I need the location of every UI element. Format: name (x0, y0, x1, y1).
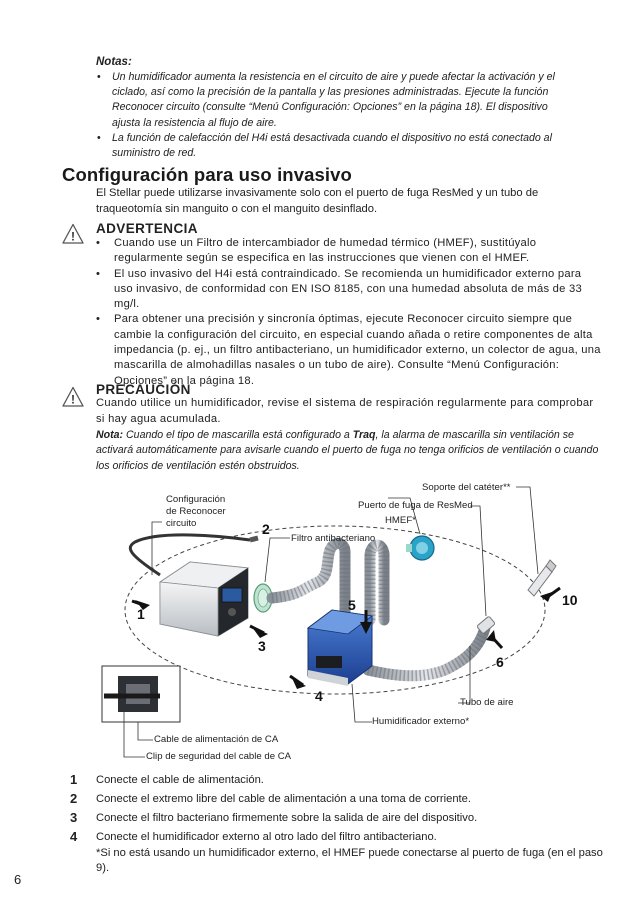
section-title: Configuración para uso invasivo (62, 164, 352, 185)
label-soporte-cateter: Soporte del catéter** (422, 482, 511, 493)
step-text-main: Conecte el humidificador externo al otro lado del filtro antibacteriano. (96, 831, 437, 843)
svg-text:!: ! (71, 229, 75, 244)
step-number: 3 (70, 810, 78, 825)
warning-item: • Cuando use un Filtro de intercambiador de humedad térmico (HMEF), sustitúyalo regularmente según se especifica en las instrucciones que vienen con el HMEF. (96, 236, 601, 267)
caution-note (96, 428, 601, 474)
label-clip-seguridad: Clip de seguridad del cable de CA (146, 751, 292, 762)
label-tubo-aire: Tubo de aire (460, 697, 514, 708)
external-humidifier (308, 610, 372, 686)
step-footnote: *Si no está usando un humidificador externo, el HMEF puede conectarse al puerto de fuga (en el paso 9). (96, 846, 603, 874)
notes-list (96, 70, 576, 161)
caution-note-label: Nota: (96, 429, 124, 441)
label-hmef: HMEF* (385, 515, 416, 526)
setup-diagram (0, 470, 638, 770)
page-number: 6 (14, 872, 22, 887)
catheter-mount (528, 560, 556, 596)
diagram-number-3: 3 (258, 638, 266, 654)
caution-note-pre: Cuando el tipo de mascarilla está configurado a (123, 429, 353, 441)
step-number: 4 (70, 829, 78, 844)
warning-icon (62, 223, 84, 245)
label-puerto-fuga: Puerto de fuga de ResMed (358, 500, 473, 511)
step-number: 2 (70, 791, 78, 806)
caution-note-post: , la alarma de mascarilla sin ventilación se activará automáticamente para avisarle cuando el puerto de fuga no tenga orificios de ventilación o cuando los orificios de ventilación estén obstruidos. (96, 429, 599, 472)
label-reconocer-circuito: Configuración de Reconocer circuito (166, 494, 226, 529)
warning-item: • Para obtener una precisión y sincronía óptimas, ejecute Reconocer circuito siempre que cambie la configuración del circuito, en especial cuando añada o retire componentes de alta impedancia (p. ej., un filtro antibacteriano, un humidificador externo, un colector de agua, una mascarilla de almohadillas nasales o un tubo de aire). Consulte “Menú Configuración: Opciones” en la página 18. (96, 312, 601, 388)
stellar-device (160, 562, 248, 636)
svg-text:!: ! (71, 392, 75, 407)
step-text: Conecte el filtro bacteriano firmemente sobre la salida de aire del dispositivo. (96, 812, 478, 824)
power-plug (250, 538, 258, 540)
hmef (406, 536, 434, 560)
step-text (96, 830, 606, 877)
label-cable-alimentacion: Cable de alimentación de CA (154, 734, 279, 745)
diagram-number-10: 10 (562, 592, 578, 608)
caution-text: Cuando utilice un humidificador, revise el sistema de respiración regularmente para comprobar si hay agua acumulada. (96, 397, 594, 425)
warning-title: ADVERTENCIA (96, 221, 198, 236)
diagram-number-4: 4 (315, 688, 323, 704)
caution-icon (62, 386, 84, 408)
label-humidificador-externo: Humidificador externo* (372, 716, 470, 727)
step-text: Conecte el cable de alimentación. (96, 774, 264, 786)
caution-title: PRECAUCIÓN (96, 382, 191, 397)
diagram-number-5: 5 (348, 597, 356, 613)
step-number: 1 (70, 772, 78, 787)
notes-title: Notas: (96, 56, 132, 68)
warning-item: • El uso invasivo del H4i está contraindicado. Se recomienda un humidificador externo para uso invasivo, de conformidad con EN ISO 8185, con una humedad absoluta de más de 33 mg/l. (96, 267, 601, 313)
note-item: • La función de calefacción del H4i está desactivada cuando el dispositivo no está conectado al suministro de red. (96, 131, 576, 161)
caution-note-bold: Traq (352, 429, 376, 441)
diagram-number-2: 2 (262, 521, 270, 537)
note-item: • Un humidificador aumenta la resistencia en el circuito de aire y puede afectar la activación y el ciclado, así como la precisión de la pantalla y las presiones administradas. Ejecute la función Reconocer circuito (consulte “Menú Configuración: Opciones” en la página 18). El dispositivo ajusta la resistencia al flujo de aire. (96, 70, 576, 131)
label-filtro-antibacteriano: Filtro antibacteriano (291, 533, 376, 544)
step-text: Conecte el extremo libre del cable de alimentación a una toma de corriente. (96, 793, 471, 805)
diagram-number-1: 1 (137, 606, 145, 622)
diagram-number-6: 6 (496, 654, 504, 670)
warning-list (96, 236, 601, 389)
section-intro: El Stellar puede utilizarse invasivamente solo con el puerto de fuga ResMed y un tubo de traqueotomía sin manguito o con el manguito desinflado. (96, 187, 539, 215)
